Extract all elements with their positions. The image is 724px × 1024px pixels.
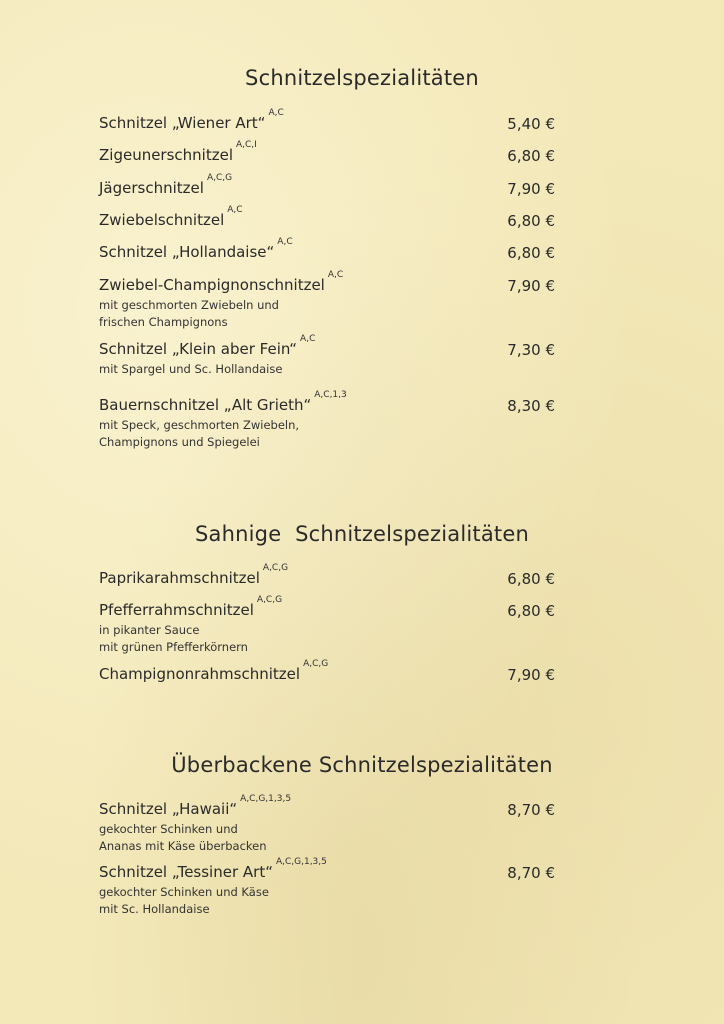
item-price: 7,90 € [507, 277, 555, 295]
section-ueberbackene [0, 753, 724, 777]
item-name: Champignonrahmschnitzel [99, 665, 301, 683]
item-allergens: A,C,G,1,3,5 [275, 856, 327, 867]
item-allergens: A,C,G [256, 594, 283, 605]
menu-item [99, 793, 559, 855]
item-price: 6,80 € [507, 147, 555, 165]
item-allergens: A,C,I [236, 139, 257, 150]
menu-item [99, 269, 559, 331]
section-sahnige [0, 522, 724, 546]
item-allergens: A,C,G [206, 172, 233, 183]
item-description-line: Ananas mit Käse überbacken [99, 839, 267, 853]
item-price: 7,30 € [507, 341, 555, 359]
item-price: 6,80 € [507, 570, 555, 588]
item-name: Paprikarahmschnitzel [99, 569, 260, 587]
item-name: Schnitzel „Hollandaise“ [99, 243, 275, 261]
item-description-line: mit grünen Pfefferkörnern [99, 640, 248, 654]
item-price: 6,80 € [507, 212, 555, 230]
section-schnitzel [0, 66, 724, 90]
item-price: 7,90 € [507, 666, 555, 684]
menu-item [99, 204, 559, 232]
item-allergens: A,C,1,3 [314, 389, 347, 400]
item-name: Schnitzel „Klein aber Fein“ [99, 340, 298, 358]
menu-item [99, 658, 559, 686]
item-price: 6,80 € [507, 602, 555, 620]
menu-item [99, 236, 559, 264]
item-description-line: mit Sc. Hollandaise [99, 902, 210, 916]
item-description-line: Champignons und Spiegelei [99, 435, 260, 449]
menu-item [99, 139, 559, 167]
item-name: Pfefferrahmschnitzel [99, 601, 254, 619]
item-name: Bauernschnitzel „Alt Grieth“ [99, 396, 312, 414]
section-title: Schnitzelspezialitäten [245, 66, 479, 90]
menu-item [99, 389, 559, 451]
item-price: 7,90 € [507, 180, 555, 198]
item-name: Zwiebel-Champignonschnitzel [99, 276, 325, 294]
item-allergens: A,C [268, 107, 284, 118]
item-description-line: in pikanter Sauce [99, 623, 200, 637]
item-allergens: A,C [300, 333, 316, 344]
item-description-line: gekochter Schinken und [99, 822, 238, 836]
item-description-line: frischen Champignons [99, 315, 228, 329]
item-price: 8,70 € [507, 801, 555, 819]
item-name: Jägerschnitzel [99, 179, 204, 197]
menu-item [99, 333, 559, 378]
item-price: 8,70 € [507, 864, 555, 882]
menu-item [99, 856, 559, 918]
item-allergens: A,C,G [303, 658, 329, 669]
item-name: Schnitzel „Hawaii“ [99, 800, 238, 818]
menu-item [99, 107, 559, 135]
menu-item [99, 172, 559, 200]
menu-item [99, 562, 559, 590]
item-description-line: gekochter Schinken und Käse [99, 885, 269, 899]
item-allergens: A,C [227, 204, 243, 215]
item-description-line: mit geschmorten Zwiebeln und [99, 298, 279, 312]
item-name: Schnitzel „Tessiner Art“ [99, 863, 273, 881]
item-description-line: mit Speck, geschmorten Zwiebeln, [99, 418, 300, 432]
item-name: Schnitzel „Wiener Art“ [99, 114, 266, 132]
item-allergens: A,C,G [262, 562, 289, 573]
menu-item [99, 594, 559, 656]
item-name: Zwiebelschnitzel [99, 211, 225, 229]
item-description-line: mit Spargel und Sc. Hollandaise [99, 362, 283, 376]
item-name: Zigeunerschnitzel [99, 146, 233, 164]
item-allergens: A,C,G,1,3,5 [240, 793, 292, 804]
item-price: 5,40 € [507, 115, 555, 133]
item-price: 6,80 € [507, 244, 555, 262]
section-title: Überbackene Schnitzelspezialitäten [171, 753, 553, 777]
item-allergens: A,C [327, 269, 344, 280]
item-price: 8,30 € [507, 397, 555, 415]
section-title: Sahnige Schnitzelspezialitäten [195, 522, 529, 546]
item-allergens: A,C [277, 236, 293, 247]
